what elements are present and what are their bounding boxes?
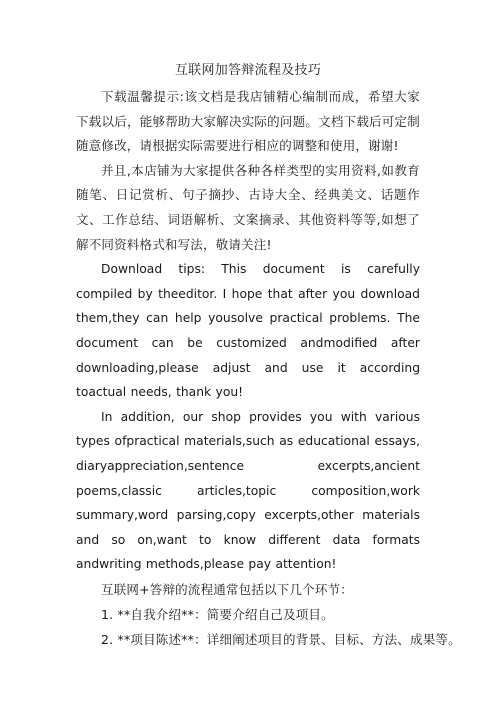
shop-intro-cn: 并且,本店铺为大家提供各种各样类型的实用资料,如教育随笔、日记赏析、句子摘抄、古诗大全、经典美文、话题作文、工作总结、词语解析、文案摘录、其他资料等等,如想了解不同资料格式和写法，敬请关注! [76, 162, 420, 252]
download-notice-en: Download tips: This document is carefully compiled by theeditor. I hope that after you download them,they can help yousolve practical problems. The document can be customized andmodified after downloading,please adjust and use it according toactual needs, thank you! [76, 262, 420, 400]
process-step: 2. **项目陈述**：详细阐述项目的背景、目标、方法、成果等。 [101, 631, 461, 647]
download-notice-cn: 下载温馨提示:该文档是我店铺精心编制而成，希望大家下载以后，能够帮助大家解决实际的问题。文档下载后可定制随意修改，请根据实际需要进行相应的调整和使用，谢谢! [76, 89, 420, 154]
shop-intro-en: In addition, our shop provides you with various types ofpractical materials,such as educational essays, diaryappreciation,sentence excerpts,ancient poems,classic articles,topic composition,work summary,word parsing,copy excerpts,other materials and so on,want to know different data formats andwriting methods,please pay attention! [76, 409, 420, 572]
process-intro: 互联网+答辩的流程通常包括以下几个环节： [101, 581, 353, 597]
document-title: 互联网加答辩流程及技巧 [174, 63, 322, 78]
process-step: 1. **自我介绍**：简要介绍自己及项目。 [101, 606, 334, 622]
document-body [76, 60, 461, 652]
